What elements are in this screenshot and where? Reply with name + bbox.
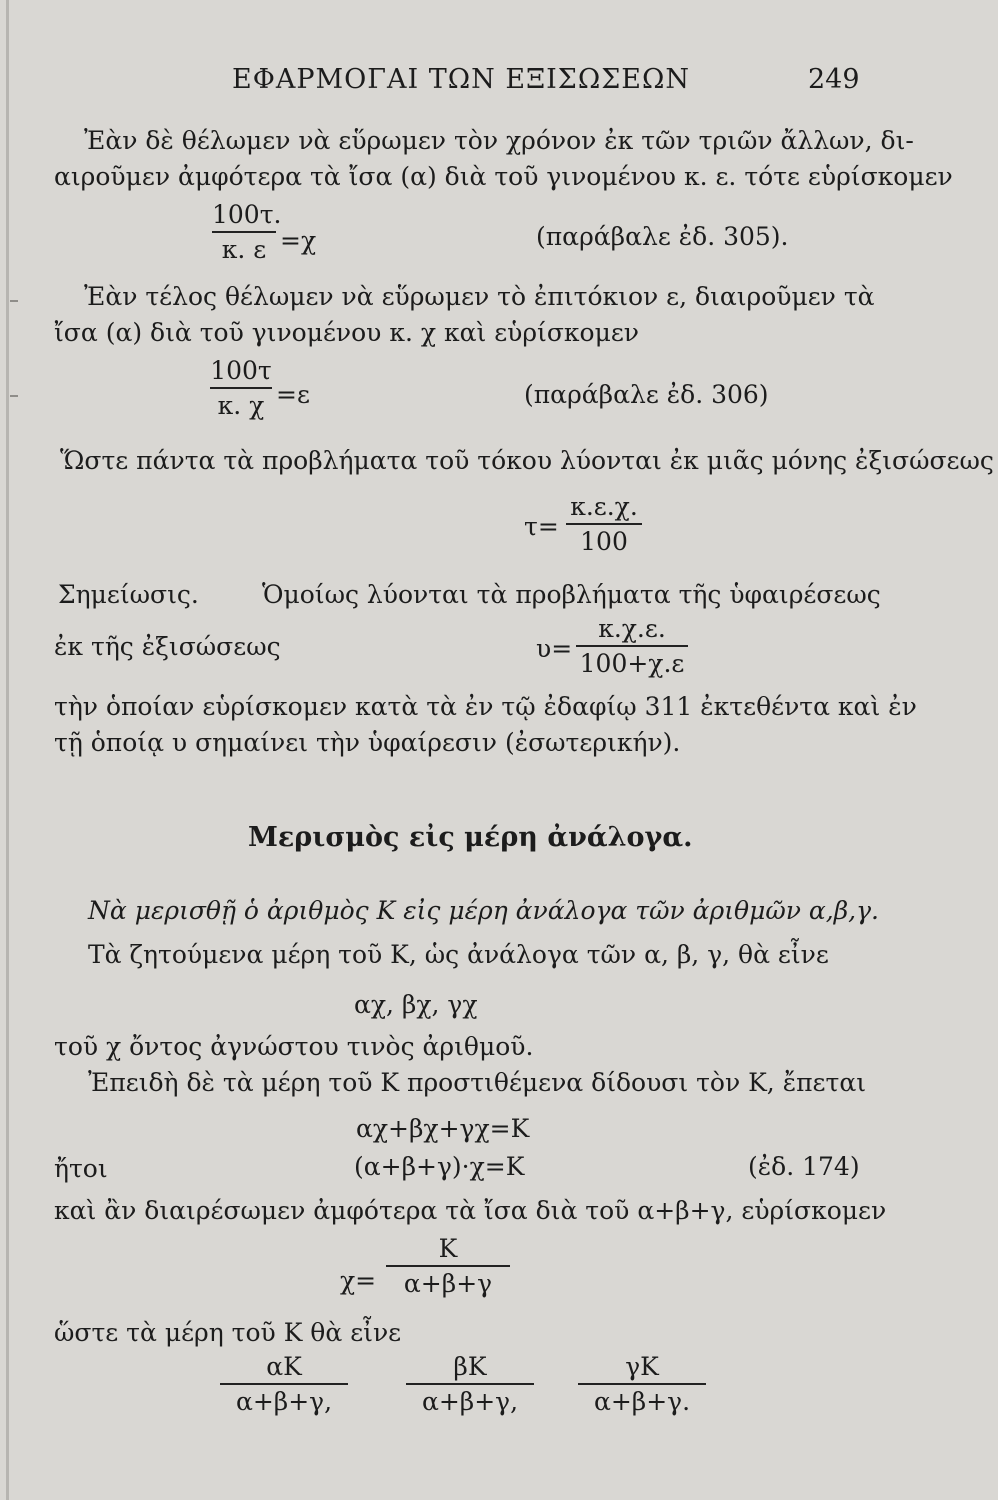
denominator: κ. ε <box>221 235 267 264</box>
text-line: τῇ ὁποίᾳ υ σημαίνει τὴν ὑφαίρεσιν (ἐσωτερικήν). <box>54 728 681 757</box>
equation: (α+β+γ)·χ=Κ <box>354 1152 525 1181</box>
fraction <box>210 356 272 420</box>
equation-lhs: τ= <box>524 512 559 541</box>
equation-reference: (παράβαλε ἐδ. 306) <box>524 380 769 409</box>
denominator: α+β+γ. <box>593 1387 691 1416</box>
text-line: καὶ ἂν διαιρέσωμεν ἀμφότερα τὰ ἴσα διὰ τοῦ α+β+γ, εὑρίσκομεν <box>54 1196 887 1225</box>
fraction <box>212 200 282 264</box>
numerator: βΚ <box>453 1352 487 1381</box>
page-gutter <box>6 0 9 1500</box>
text-line: αιροῦμεν ἀμφότερα τὰ ἴσα (α) διὰ τοῦ γινομένου κ. ε. τότε εὑρίσκομεν <box>54 162 953 191</box>
text-line: τὴν ὁποίαν εὑρίσκομεν κατὰ τὰ ἐν τῷ ἐδαφίῳ 311 ἐκτεθέντα καὶ ἐν <box>54 692 917 721</box>
fraction-bar <box>386 1265 510 1267</box>
fraction-bar <box>566 523 642 525</box>
text-line: τοῦ χ ὄντος ἀγνώστου τινὸς ἀριθμοῦ. <box>54 1032 534 1061</box>
fraction-bar <box>220 1383 348 1385</box>
text-line: Ἐὰν δὲ θέλωμεν νὰ εὕρωμεν τὸν χρόνον ἐκ τῶν τριῶν ἄλλων, δι- <box>84 126 914 155</box>
numerator: 100τ <box>210 356 272 385</box>
equation-reference: (ἐδ. 174) <box>748 1152 860 1181</box>
equation: αχ+βχ+γχ=Κ <box>356 1114 530 1143</box>
equation-lhs: υ= <box>536 634 573 663</box>
fraction <box>220 1352 348 1416</box>
denominator: 100+χ.ε <box>579 649 685 678</box>
section-heading: Μερισμὸς εἰς μέρη ἀνάλογα. <box>248 822 693 853</box>
denominator: α+β+γ, <box>421 1387 519 1416</box>
fraction-bar <box>576 645 688 647</box>
equation-rhs: =ε <box>276 380 310 409</box>
fraction <box>386 1234 510 1298</box>
fraction <box>578 1352 706 1416</box>
fraction-bar <box>406 1383 534 1385</box>
text-line: Τὰ ζητούμενα μέρη τοῦ Κ, ὡς ἀνάλογα τῶν α, β, γ, θὰ εἶνε <box>88 940 829 969</box>
binding-mark <box>10 395 18 397</box>
fraction-bar <box>210 387 272 389</box>
text-line: Ἐπειδὴ δὲ τὰ μέρη τοῦ Κ προστιθέμενα δίδουσι τὸν Κ, ἔπεται <box>88 1068 867 1097</box>
fraction-bar <box>212 231 276 233</box>
numerator: Κ <box>438 1234 458 1263</box>
page-number: 249 <box>808 64 860 95</box>
text-line: Ὁμοίως λύονται τὰ προβλήματα τῆς ὑφαιρέσεως <box>262 580 881 609</box>
numerator: κ.ε.χ. <box>570 492 638 521</box>
problem-statement: Νὰ μερισθῇ ὁ ἀριθμὸς Κ εἰς μέρη ἀνάλογα τῶν ἀριθμῶν α,β,γ. <box>88 896 879 925</box>
text-line: ὥστε τὰ μέρη τοῦ Κ θὰ εἶνε <box>54 1318 402 1347</box>
note-label: Σημείωσις. <box>58 580 199 609</box>
denominator: α+β+γ, <box>235 1387 333 1416</box>
numerator: 100τ. <box>212 200 282 229</box>
fraction <box>566 492 642 556</box>
text-line: Ἐὰν τέλος θέλωμεν νὰ εὕρωμεν τὸ ἐπιτόκιον ε, διαιροῦμεν τὰ <box>84 282 875 311</box>
denominator: α+β+γ <box>403 1269 493 1298</box>
denominator: κ. χ <box>217 391 265 420</box>
fraction <box>406 1352 534 1416</box>
binding-mark <box>10 300 18 302</box>
equation: αχ, βχ, γχ <box>354 990 478 1019</box>
text-line: ἐκ τῆς ἐξισώσεως <box>54 632 281 661</box>
equation-prefix: ἤτοι <box>54 1154 108 1183</box>
equation-reference: (παράβαλε ἐδ. 305). <box>536 222 789 251</box>
equation-lhs: χ= <box>340 1266 377 1295</box>
numerator: κ.χ.ε. <box>598 614 666 643</box>
equation-rhs: =χ <box>280 226 317 255</box>
numerator: γΚ <box>625 1352 659 1381</box>
text-line: Ὥστε πάντα τὰ προβλήματα τοῦ τόκου λύονται ἐκ μιᾶς μόνης ἐξισώσεως <box>60 446 994 475</box>
fraction-bar <box>578 1383 706 1385</box>
running-header: ΕΦΑΡΜΟΓΑΙ ΤΩΝ ΕΞΙΣΩΣΕΩΝ <box>232 64 691 95</box>
fraction <box>576 614 688 678</box>
numerator: αΚ <box>266 1352 302 1381</box>
text-line: ἴσα (α) διὰ τοῦ γινομένου κ. χ καὶ εὑρίσκομεν <box>54 318 639 347</box>
denominator: 100 <box>580 527 628 556</box>
